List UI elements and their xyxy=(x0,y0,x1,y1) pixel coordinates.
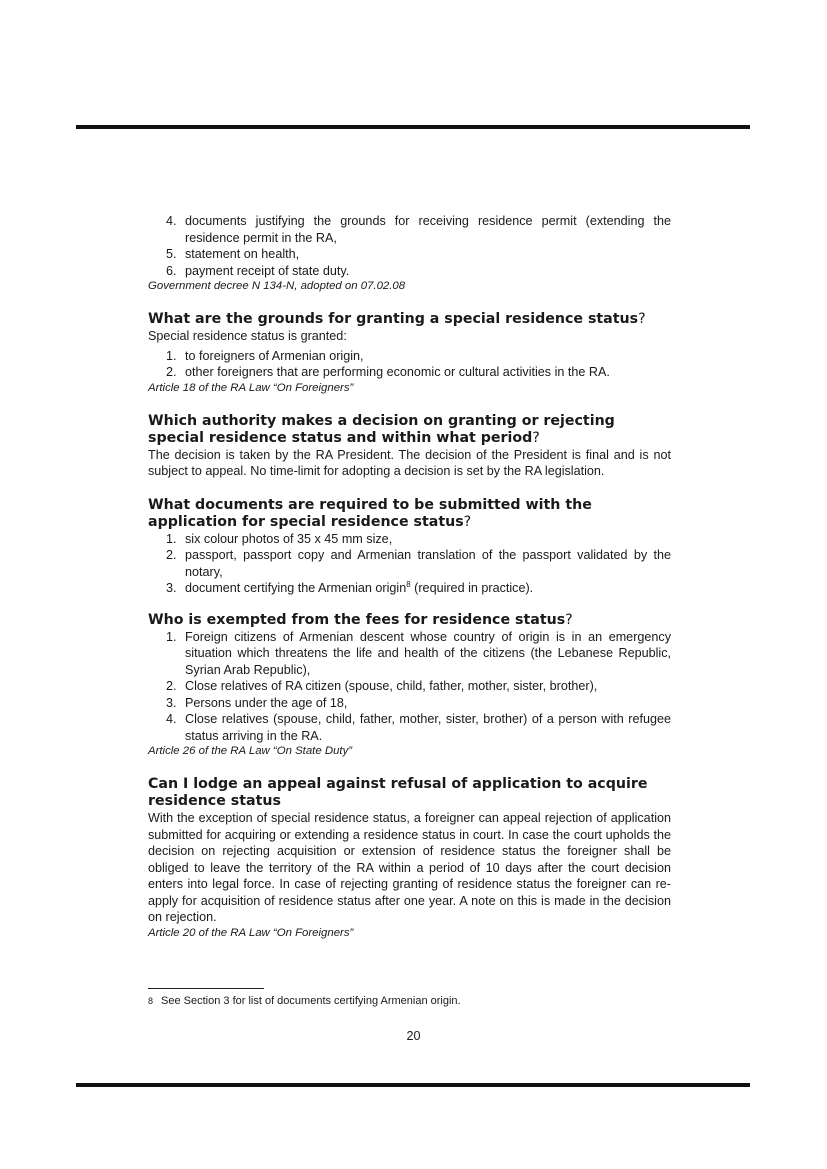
list-text: statement on health, xyxy=(185,247,300,261)
page-number: 20 xyxy=(406,1029,421,1043)
page-content xyxy=(148,213,671,941)
question-mark: ? xyxy=(565,611,573,628)
heading-text: What are the grounds for granting a special residence status xyxy=(148,311,639,327)
list-number: 2. xyxy=(166,679,177,693)
footer-rule xyxy=(76,1083,750,1087)
list-number: 2. xyxy=(166,365,177,379)
list-item xyxy=(148,246,671,263)
source-citation: Article 18 of the RA Law “On Foreigners” xyxy=(148,381,354,394)
footnote-mark: 8 xyxy=(148,996,154,1006)
list-item xyxy=(148,531,671,548)
list-item xyxy=(148,213,671,246)
list-number: 4. xyxy=(166,214,177,228)
list-item xyxy=(148,348,671,365)
list-item xyxy=(148,580,671,597)
heading-text: Which authority makes a decision on granting or rejecting special residence status and within what period xyxy=(148,412,615,446)
section-heading-appeal: Can I lodge an appeal against refusal of application to acquire residence status xyxy=(148,776,648,809)
list-number: 3. xyxy=(166,695,177,710)
section-body: The decision is taken by the RA President. The decision of the President is final and is not subject to appeal. No time-limit for adopting a decision is set by the RA legislation. xyxy=(148,447,671,478)
question-mark: ? xyxy=(463,513,472,530)
source-citation: Article 26 of the RA Law “On State Duty” xyxy=(148,745,353,757)
list-item xyxy=(148,711,671,744)
header-rule xyxy=(76,125,750,129)
heading-text: Who is exempted from the fees for residence status xyxy=(148,611,566,628)
list-item xyxy=(148,547,671,580)
section-heading-authority xyxy=(148,413,671,447)
footnote-separator xyxy=(148,988,264,989)
list-text: document certifying the Armenian origin xyxy=(185,581,407,595)
list-text: Close relatives of RA citizen (spouse, child, father, mother, sister, brother), xyxy=(185,679,598,693)
list-text: six colour photos of 35 x 45 mm size, xyxy=(185,531,393,546)
list-text: Persons under the age of 18, xyxy=(185,695,348,710)
documents-list xyxy=(148,531,671,597)
source-citation: Government decree N 134-N, adopted on 07.02.08 xyxy=(148,280,406,292)
footnote-reference[interactable]: 8 xyxy=(406,579,411,589)
list-item xyxy=(148,695,671,712)
footnote xyxy=(148,994,671,1008)
section-intro: Special residence status is granted: xyxy=(148,329,347,343)
list-text: Close relatives (spouse, child, father, mother, sister, brother) of a person with refugee status arriving in the RA. xyxy=(185,712,671,743)
list-number: 5. xyxy=(166,247,177,261)
grounds-list xyxy=(148,348,671,381)
question-mark: ? xyxy=(532,429,540,446)
exemptions-list xyxy=(148,629,671,745)
list-text: to foreigners of Armenian origin, xyxy=(185,348,364,363)
section-heading-exemptions xyxy=(148,612,671,629)
list-text: payment receipt of state duty. xyxy=(185,263,350,278)
list-number: 3. xyxy=(166,581,177,595)
list-text: passport, passport copy and Armenian translation of the passport validated by the notary, xyxy=(185,548,671,579)
list-number: 6. xyxy=(166,263,177,278)
section-body: With the exception of special residence status, a foreigner can appeal rejection of application submitted for acquiring or extending a residence status in court. In case the court upholds the decision on rejecting acquisition or extension of residence status the foreigner shall be obliged to leave the territory of the RA within a period of 10 days after the court decision enters into legal force. In case of rejecting granting of residence status the foreigner can re-apply for acquisition of residence status after one year. A note on this is made in the decision on rejection. xyxy=(148,811,671,924)
list-text: (required in practice). xyxy=(410,581,534,595)
list-item xyxy=(148,629,671,679)
list-text: Foreign citizens of Armenian descent whose country of origin is in an emergency situation which threatens the life and health of the citizens (the Lebanese Republic, Syrian Arab Republic), xyxy=(185,629,671,677)
list-number: 1. xyxy=(166,348,177,363)
list-item xyxy=(148,263,671,280)
source-citation: Article 20 of the RA Law “On Foreigners” xyxy=(148,926,354,939)
list-item xyxy=(148,678,671,695)
section-heading-grounds xyxy=(148,311,671,328)
list-number: 1. xyxy=(166,629,177,644)
list-text: documents justifying the grounds for receiving residence permit (extending the residence permit in the RA, xyxy=(185,214,671,245)
heading-text: What documents are required to be submitted with the application for special residence status xyxy=(148,496,592,530)
list-number: 4. xyxy=(166,712,177,726)
list-number: 2. xyxy=(166,548,177,562)
list-item xyxy=(148,364,671,381)
section-heading-documents xyxy=(148,497,671,531)
list-text: other foreigners that are performing economic or cultural activities in the RA. xyxy=(185,365,610,379)
question-mark: ? xyxy=(638,311,646,327)
footnote-text: See Section 3 for list of documents certifying Armenian origin. xyxy=(161,995,461,1007)
documents-list-continued xyxy=(148,213,671,279)
list-number: 1. xyxy=(166,531,177,546)
